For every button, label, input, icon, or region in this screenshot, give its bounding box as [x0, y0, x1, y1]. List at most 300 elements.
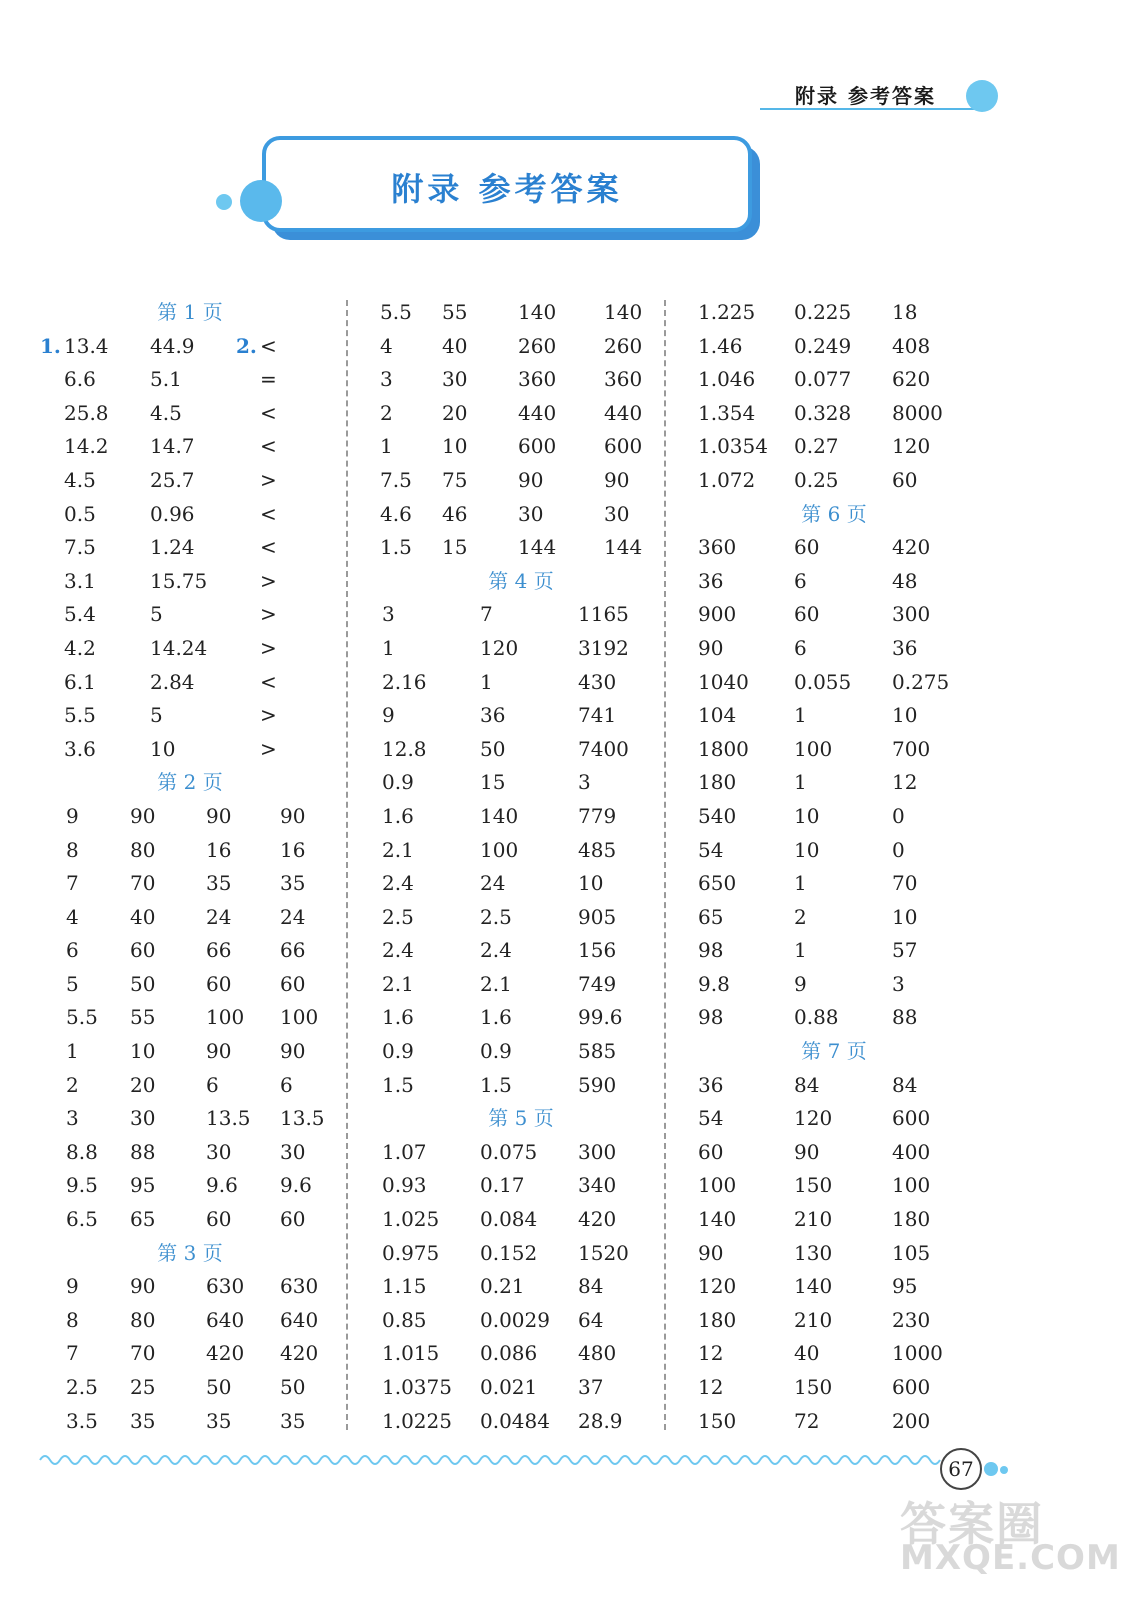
answer-row: [694, 834, 974, 868]
answer-row: [40, 968, 340, 1002]
answer-cell: 35: [280, 1408, 306, 1433]
page-title: 附录 参考答案: [391, 170, 623, 208]
answer-cell: 10: [442, 434, 468, 459]
answer-cell: 60: [794, 535, 820, 560]
answer-row: [694, 867, 974, 901]
answer-cell: 90: [130, 803, 156, 828]
answer-cell: 57: [892, 938, 918, 963]
answer-cell: 1.24: [150, 535, 195, 560]
answer-row: [694, 1237, 974, 1271]
answer-row: [694, 1371, 974, 1405]
banner-large-dot: [240, 180, 282, 222]
watermark-line-1: 答案圈: [900, 1497, 1044, 1551]
answer-cell: 30: [442, 367, 468, 392]
answer-row: [40, 1136, 340, 1170]
answer-cell: 95: [892, 1274, 918, 1299]
answer-row: [376, 531, 666, 565]
answer-cell: 95: [130, 1173, 156, 1198]
answer-cell: 54: [698, 1106, 724, 1131]
answer-row: [40, 1270, 340, 1304]
answer-row: [694, 1169, 974, 1203]
answer-cell: 1.5: [480, 1072, 512, 1097]
answer-cell: 0.21: [480, 1274, 525, 1299]
answer-cell: 600: [892, 1106, 931, 1131]
answer-cell: 1: [480, 669, 493, 694]
answer-cell: 12: [698, 1341, 724, 1366]
answer-cell: 3192: [578, 635, 629, 660]
answer-row: [376, 330, 666, 364]
answer-cell: 13.4: [64, 333, 109, 358]
answer-row: [694, 397, 974, 431]
answer-row: [40, 397, 340, 431]
answer-cell: 0.9: [382, 770, 414, 795]
answer-row: [376, 699, 666, 733]
answer-cell: 1000: [892, 1341, 943, 1366]
answer-cell: 4: [66, 904, 79, 929]
answer-cell: 9: [66, 1274, 79, 1299]
answer-cell: 260: [518, 333, 557, 358]
answer-cell: 25.8: [64, 400, 109, 425]
wave-decoration: [40, 1448, 940, 1472]
answer-row: [376, 464, 666, 498]
answer-cell: 75: [442, 467, 468, 492]
answer-row: [694, 1203, 974, 1237]
answer-cell: 14.2: [64, 434, 109, 459]
answer-cell: 1: [794, 938, 807, 963]
answer-row: [376, 1270, 666, 1304]
answer-cell: 13.5: [280, 1106, 325, 1131]
answer-cell: 35: [206, 871, 232, 896]
answer-cell: 700: [892, 736, 931, 761]
answer-row: [40, 1304, 340, 1338]
answer-cell: 741: [578, 703, 617, 728]
answer-cell: 2.4: [382, 871, 414, 896]
answer-cell: 100: [892, 1173, 931, 1198]
answer-cell: 7.5: [380, 467, 412, 492]
answer-cell: 1.225: [698, 300, 756, 324]
answer-cell: 1520: [578, 1240, 629, 1265]
answer-cell: 12: [698, 1375, 724, 1399]
answer-cell: 24: [280, 904, 306, 929]
answer-cell: 1.46: [698, 333, 743, 358]
answer-row: [376, 666, 666, 700]
answer-cell: 44.9: [150, 333, 195, 358]
answer-row: [694, 565, 974, 599]
answer-row: [376, 1304, 666, 1338]
answer-cell: 10: [794, 837, 820, 862]
answer-cell: 360: [518, 367, 557, 392]
answer-cell: 260: [604, 333, 643, 358]
answer-cell: 440: [518, 400, 557, 425]
answer-cell: 6.1: [64, 669, 96, 694]
column-divider-1: [346, 300, 348, 1430]
section-heading: 第 5 页: [488, 1106, 554, 1131]
answer-cell: 2: [380, 400, 393, 425]
answer-cell: 1: [66, 1039, 79, 1064]
answer-cell: 140: [794, 1274, 833, 1299]
answer-cell: 180: [698, 1307, 737, 1332]
answer-cell: 0.25: [794, 467, 839, 492]
answer-row: [40, 1405, 340, 1439]
answer-cell: 5: [66, 971, 79, 996]
answer-row: [694, 464, 974, 498]
answer-row: [376, 1069, 666, 1103]
answer-cell: 0.055: [794, 669, 852, 694]
answer-cell: 6.5: [66, 1207, 98, 1232]
answer-cell: 5.5: [64, 703, 96, 728]
answer-cell: 15: [480, 770, 506, 795]
answer-cell: 1: [794, 703, 807, 728]
answer-row: [376, 430, 666, 464]
answer-cell: 1800: [698, 736, 749, 761]
answer-cell: 10: [892, 904, 918, 929]
answer-cell: 120: [698, 1274, 737, 1299]
answer-cell: 480: [578, 1341, 617, 1366]
answer-cell: 88: [892, 1005, 918, 1030]
answer-cell: 0.93: [382, 1173, 427, 1198]
answer-row: [376, 867, 666, 901]
answer-cell: 620: [892, 367, 931, 392]
answer-cell: 0.084: [480, 1207, 538, 1232]
answer-cell: 9.6: [206, 1173, 238, 1198]
answer-row: [376, 1405, 666, 1439]
answer-cell: 600: [518, 434, 557, 459]
answer-cell: 5.1: [150, 367, 182, 392]
answer-cell: 50: [480, 736, 506, 761]
answer-cell: 4.6: [380, 501, 412, 526]
answer-row: [694, 1304, 974, 1338]
answer-cell: 65: [698, 904, 724, 929]
answer-row: [694, 666, 974, 700]
answer-cell: 120: [794, 1106, 833, 1131]
answer-row: [40, 565, 340, 599]
answer-cell: 630: [206, 1274, 245, 1299]
comparison-symbol: >: [260, 467, 277, 492]
answer-cell: 0: [892, 803, 905, 828]
answer-cell: 24: [206, 904, 232, 929]
answer-cell: 1165: [578, 602, 629, 627]
answer-cell: 140: [604, 300, 643, 324]
answer-row: [694, 1001, 974, 1035]
answer-row: [694, 733, 974, 767]
answer-cell: 3.6: [64, 736, 96, 761]
answer-row: [694, 901, 974, 935]
answer-cell: 30: [280, 1139, 306, 1164]
answer-row: [376, 598, 666, 632]
answer-column-2: [376, 296, 666, 1438]
answer-cell: 90: [698, 1240, 724, 1265]
answer-cell: 54: [698, 837, 724, 862]
answer-cell: 60: [698, 1139, 724, 1164]
answer-cell: 12.8: [382, 736, 427, 761]
answer-cell: 12: [892, 770, 918, 795]
comparison-symbol: >: [260, 568, 277, 593]
answer-cell: 0.9: [480, 1039, 512, 1064]
answer-cell: 210: [794, 1207, 833, 1232]
answer-row: [40, 1337, 340, 1371]
answer-cell: 8000: [892, 400, 943, 425]
answer-row: [694, 934, 974, 968]
answer-cell: 0.0029: [480, 1307, 550, 1332]
answer-cell: 30: [518, 501, 544, 526]
answer-cell: 35: [280, 871, 306, 896]
answer-cell: 100: [280, 1005, 319, 1030]
answer-row: [376, 296, 666, 330]
section-heading: 第 4 页: [488, 568, 554, 593]
answer-cell: 20: [442, 400, 468, 425]
answer-cell: 640: [206, 1307, 245, 1332]
comparison-symbol: >: [260, 736, 277, 761]
answer-row: [40, 1069, 340, 1103]
answer-cell: 9.5: [66, 1173, 98, 1198]
answer-row: [694, 1337, 974, 1371]
answer-row: [40, 632, 340, 666]
answer-cell: 1.015: [382, 1341, 440, 1366]
answer-column-1: [40, 296, 340, 1438]
answer-cell: 50: [130, 971, 156, 996]
answer-cell: 90: [518, 467, 544, 492]
answer-cell: 0.152: [480, 1240, 538, 1265]
answer-row: [376, 733, 666, 767]
answer-row: [40, 733, 340, 767]
answer-cell: 230: [892, 1307, 931, 1332]
section-heading: 第 1 页: [157, 300, 223, 324]
answer-cell: 140: [518, 300, 557, 324]
answer-cell: 66: [280, 938, 306, 963]
answer-cell: 1.07: [382, 1139, 427, 1164]
answer-cell: 900: [698, 602, 737, 627]
answer-cell: 1040: [698, 669, 749, 694]
section-heading: 第 6 页: [801, 501, 867, 526]
comparison-symbol: >: [260, 602, 277, 627]
answer-cell: 18: [892, 300, 918, 324]
header-label: 附录 参考答案: [795, 84, 936, 108]
answer-cell: 360: [698, 535, 737, 560]
answer-cell: 70: [892, 871, 918, 896]
answer-cell: 9.8: [698, 971, 730, 996]
answer-row: [376, 397, 666, 431]
comparison-symbol: <: [260, 669, 277, 694]
answer-row: [40, 699, 340, 733]
answer-cell: 4: [380, 333, 393, 358]
answer-row: [694, 598, 974, 632]
answer-cell: 2.84: [150, 669, 195, 694]
answer-cell: 0.17: [480, 1173, 525, 1198]
answer-cell: 98: [698, 1005, 724, 1030]
answer-row: [376, 1337, 666, 1371]
answer-cell: 2.16: [382, 669, 427, 694]
answer-row: [694, 1102, 974, 1136]
answer-cell: 420: [578, 1207, 617, 1232]
answer-cell: 779: [578, 803, 617, 828]
answer-cell: 30: [206, 1139, 232, 1164]
answer-cell: 0.075: [480, 1139, 538, 1164]
answer-row: [694, 330, 974, 364]
answer-cell: 105: [892, 1240, 931, 1265]
answer-cell: 650: [698, 871, 737, 896]
answer-cell: 25: [130, 1375, 156, 1399]
section-heading: 第 7 页: [801, 1039, 867, 1064]
answer-cell: 144: [604, 535, 643, 560]
answer-cell: 1.0225: [382, 1408, 452, 1433]
answer-cell: 5.5: [380, 300, 412, 324]
answer-cell: 0.086: [480, 1341, 538, 1366]
answer-cell: 99.6: [578, 1005, 623, 1030]
answer-cell: 1: [794, 871, 807, 896]
answer-cell: 0.88: [794, 1005, 839, 1030]
answer-cell: 10: [150, 736, 176, 761]
section-heading: 第 3 页: [157, 1240, 223, 1265]
answer-cell: 0.27: [794, 434, 839, 459]
answer-cell: 9: [794, 971, 807, 996]
answer-cell: 400: [892, 1139, 931, 1164]
answer-cell: 0.328: [794, 400, 852, 425]
answer-cell: 1.0375: [382, 1375, 452, 1399]
question-number: 2.: [236, 333, 257, 358]
answer-cell: 3: [892, 971, 905, 996]
answer-cell: 55: [442, 300, 468, 324]
comparison-symbol: <: [260, 400, 277, 425]
answer-cell: 0: [892, 837, 905, 862]
answer-cell: 130: [794, 1240, 833, 1265]
answer-cell: 46: [442, 501, 468, 526]
answer-cell: 430: [578, 669, 617, 694]
title-banner: [262, 136, 752, 232]
answer-cell: 540: [698, 803, 737, 828]
answer-cell: 14.7: [150, 434, 195, 459]
answer-row: [40, 934, 340, 968]
answer-cell: 4.2: [64, 635, 96, 660]
answer-cell: 3.1: [64, 568, 96, 593]
answer-cell: 300: [578, 1139, 617, 1164]
answer-row: [40, 498, 340, 532]
answer-cell: 35: [206, 1408, 232, 1433]
answer-cell: 2.1: [382, 837, 414, 862]
answer-cell: 1.6: [382, 1005, 414, 1030]
answer-row: [376, 1203, 666, 1237]
answer-cell: 0.0484: [480, 1408, 550, 1433]
answer-cell: 5: [150, 602, 163, 627]
answer-row: [40, 1169, 340, 1203]
answer-cell: 100: [794, 736, 833, 761]
answer-cell: 13.5: [206, 1106, 251, 1131]
answer-cell: 9: [66, 803, 79, 828]
answer-cell: 90: [206, 1039, 232, 1064]
answer-row: [40, 1102, 340, 1136]
answer-cell: 120: [892, 434, 931, 459]
answer-row: [694, 430, 974, 464]
comparison-symbol: =: [260, 367, 277, 392]
answer-row: [376, 766, 666, 800]
answer-cell: 25.7: [150, 467, 195, 492]
answer-row: [694, 699, 974, 733]
answer-cell: 0.077: [794, 367, 852, 392]
answer-cell: 144: [518, 535, 557, 560]
answer-row: [40, 834, 340, 868]
answer-cell: 0.975: [382, 1240, 440, 1265]
answer-cell: 6: [66, 938, 79, 963]
answer-cell: 408: [892, 333, 931, 358]
answer-cell: 2: [66, 1072, 79, 1097]
answer-cell: 150: [794, 1173, 833, 1198]
answer-cell: 66: [206, 938, 232, 963]
answer-row: [694, 1069, 974, 1103]
answer-cell: 4.5: [150, 400, 182, 425]
answer-column-3: [694, 296, 974, 1438]
answer-cell: 1: [380, 434, 393, 459]
answer-cell: 0.225: [794, 300, 852, 324]
answer-cell: 10: [794, 803, 820, 828]
answer-cell: 1.6: [480, 1005, 512, 1030]
answer-cell: 485: [578, 837, 617, 862]
answer-row: [40, 666, 340, 700]
answer-cell: 40: [442, 333, 468, 358]
answer-cell: 64: [578, 1307, 604, 1332]
answer-cell: 16: [280, 837, 306, 862]
answer-cell: 440: [604, 400, 643, 425]
answer-cell: 420: [280, 1341, 319, 1366]
answer-cell: 15.75: [150, 568, 208, 593]
answer-cell: 156: [578, 938, 617, 963]
answer-row: [40, 430, 340, 464]
answer-cell: 100: [206, 1005, 245, 1030]
answer-cell: 2.5: [382, 904, 414, 929]
answer-cell: 20: [130, 1072, 156, 1097]
answer-row: [40, 1371, 340, 1405]
answer-cell: 50: [206, 1375, 232, 1399]
answer-cell: 48: [892, 568, 918, 593]
answer-cell: 90: [280, 1039, 306, 1064]
page-number: 67: [940, 1448, 982, 1490]
answer-cell: 1.5: [380, 535, 412, 560]
answer-cell: 1.0354: [698, 434, 768, 459]
answer-row: [694, 632, 974, 666]
answer-cell: 0.9: [382, 1039, 414, 1064]
answer-cell: 140: [480, 803, 519, 828]
answer-cell: 7400: [578, 736, 629, 761]
answer-row: [376, 968, 666, 1002]
answer-cell: 30: [130, 1106, 156, 1131]
answer-cell: 2.1: [382, 971, 414, 996]
answer-cell: 7.5: [64, 535, 96, 560]
answer-row: [694, 766, 974, 800]
answer-row: [40, 598, 340, 632]
answer-cell: 9: [382, 703, 395, 728]
answer-cell: 10: [130, 1039, 156, 1064]
answer-row: [376, 632, 666, 666]
answer-cell: 72: [794, 1408, 820, 1433]
answer-cell: 15: [442, 535, 468, 560]
answer-cell: 100: [698, 1173, 737, 1198]
answer-cell: 3: [578, 770, 591, 795]
answer-cell: 1.025: [382, 1207, 440, 1232]
answer-cell: 600: [892, 1375, 931, 1399]
answer-row: [40, 363, 340, 397]
answer-cell: 2.5: [480, 904, 512, 929]
answer-cell: 420: [892, 535, 931, 560]
answer-row: [40, 1203, 340, 1237]
answer-cell: 2.4: [382, 938, 414, 963]
answer-row: [694, 968, 974, 1002]
answer-cell: 80: [130, 837, 156, 862]
answer-cell: 84: [892, 1072, 918, 1097]
banner-small-dot: [216, 194, 232, 210]
answer-cell: 6: [794, 635, 807, 660]
answer-row: [694, 363, 974, 397]
answer-cell: 120: [480, 635, 519, 660]
answer-cell: 36: [480, 703, 506, 728]
answer-cell: 140: [698, 1207, 737, 1232]
